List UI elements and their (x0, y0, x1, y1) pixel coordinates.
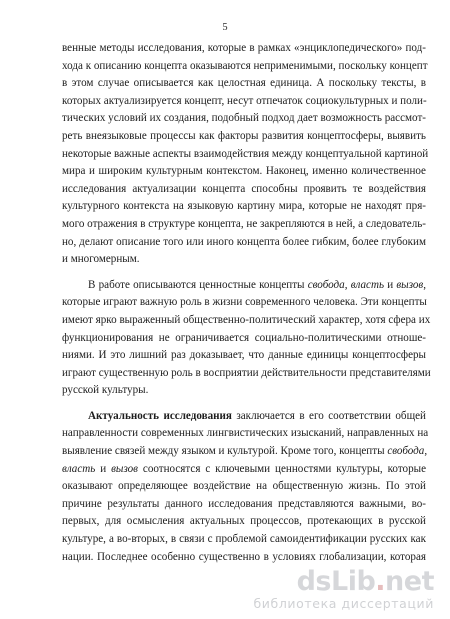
text-line (62, 408, 426, 426)
text-line: тических условий их создания, подобный подход дает возможность рассмот- (62, 112, 426, 125)
text-line: ниями. И это лишний раз доказывает, что данные единицы концептосферы (62, 349, 426, 362)
italic-term: свобода (307, 278, 345, 291)
body-text (62, 40, 431, 566)
watermark-logo-dot: . (375, 566, 386, 597)
text-line: направленности современных лингвистических изысканий, направленных на (62, 427, 429, 440)
watermark-logo-main: dsLib (296, 566, 376, 597)
text-line: реть внеязыковые процессы как факторы развития концептосферы, выявить (62, 129, 426, 142)
text-run: заключается в его соответствии общей (231, 409, 426, 422)
text-line: первых, для осмысления актуальных процессов, протекающих в русской (62, 515, 426, 528)
text-line: функционирования не ограничивается социально-политическими отноше- (62, 331, 426, 344)
text-line: нации. Последнее особенно существенно в условиях глобализации, которая (62, 550, 426, 563)
italic-term: вызов (396, 278, 424, 291)
text-line: культурного контекста на языковую картину мира, которые не находят пря- (62, 200, 426, 213)
text-line: имеют ярко выраженный общественно-политический характер, хотя сфера их (62, 313, 431, 326)
text-line (62, 277, 426, 295)
text-line: которых актуализируется концепт, несут отпечаток социокультурных и поли- (62, 94, 427, 107)
text-line: в этом случае описывается как целостная единица. А поскольку тексты, в (62, 77, 426, 90)
text-line: мого отражения в структуре концепта, не закрепляются в ней, а следователь- (62, 217, 426, 230)
section-lead-heading: Актуальность исследования (88, 409, 232, 422)
paragraph-gap (62, 400, 426, 408)
text-line (62, 443, 426, 461)
italic-term: власть (350, 278, 385, 291)
text-run: , (344, 278, 351, 291)
text-line: хода к описанию концепта оказываются неприменимыми, поскольку концепт (62, 59, 428, 72)
text-run: выявление связей между языком и культурой. Кроме того, концепты (62, 445, 388, 458)
text-line: играют существенную роль в восприятии действительности представителями (62, 366, 431, 379)
dslib-watermark (254, 567, 435, 611)
text-line: мира и широким культурным контекстом. Наконец, именно количественное (62, 165, 426, 178)
text-line: исследования актуализации концепта способны проявить те воздействия (62, 182, 426, 195)
text-run: и (384, 278, 397, 291)
page-number: 5 (222, 22, 228, 33)
italic-term: власть (62, 462, 96, 475)
text-run: , (423, 278, 427, 291)
italic-term: вызов (111, 462, 138, 475)
paragraph-gap (62, 269, 426, 277)
watermark-logo-tld: net (385, 566, 434, 597)
text-line: и многомерным. (62, 253, 140, 266)
text-run: , (424, 445, 428, 458)
text-line: культуре, а во-вторых, в связи с проблемой самоидентификации русских как (62, 533, 426, 546)
watermark-subtitle: библиотека диссертаций (253, 596, 434, 611)
text-run: В работе описываются ценностные концепты (88, 278, 308, 291)
text-line: венные методы исследования, которые в рамках «энциклопедического» под- (62, 42, 426, 54)
text-line (62, 461, 426, 479)
text-line: русской культуры. (62, 384, 149, 397)
text-line: некоторые важные аспекты взаимодействия между концептуальной картиной (62, 147, 429, 160)
text-line: которые играют важную роль в жизни современного человека. Эти концепты (62, 296, 427, 309)
text-line: но, делают описание того или иного концепта более гибким, более глубоким (62, 235, 426, 248)
text-run: соотносятся с ключевыми ценностями культуры, которые (137, 462, 427, 475)
watermark-logo (254, 567, 435, 597)
text-line: причине результаты данного исследования представляются важными, во- (62, 497, 426, 510)
text-run: и (95, 462, 112, 475)
text-line: оказывают определяющее воздействие на общественную жизнь. По этой (62, 480, 426, 493)
italic-term: свобода (387, 445, 425, 458)
